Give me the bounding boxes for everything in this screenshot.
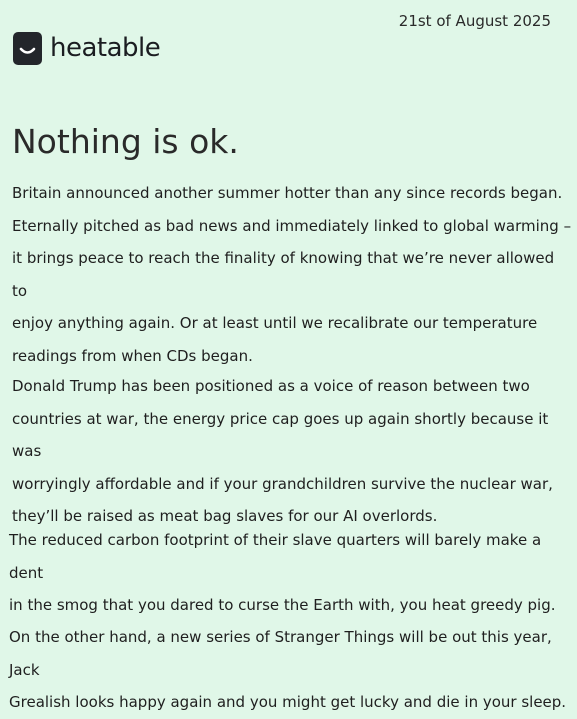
paragraph-2: Donald Trump has been positioned as a voice of reason between two countries at war, the energy price cap goes up again shortly because it was worryingly affordable and if your grandchildren survive the nuclear war, they’ll be raised as meat bag slaves for our AI overlords. — [12, 377, 553, 525]
brand-logo[interactable] — [13, 30, 160, 66]
article-title: Nothing is ok. — [12, 122, 239, 161]
date-label: 21st of August 2025 — [398, 12, 551, 30]
paragraph-1: Britain announced another summer hotter than any since records began. Eternally pitched as bad news and immediately linked to global warming – it brings peace to reach the finality of knowing that we’re never allowed to enjoy anything again. Or at least until we recalibrate our temperature readings from when CDs began. — [12, 184, 572, 365]
smile-icon — [13, 32, 42, 65]
brand-name: heatable — [50, 33, 161, 63]
paragraph-3: The reduced carbon footprint of their slave quarters will barely make a dent in the smog that you dared to curse the Earth with, you heat greedy pig. — [9, 531, 556, 614]
paragraph-4: On the other hand, a new series of Stranger Things will be out this year, Jack Grealish looks happy again and you might get lucky and die in your sleep. — [9, 628, 567, 711]
